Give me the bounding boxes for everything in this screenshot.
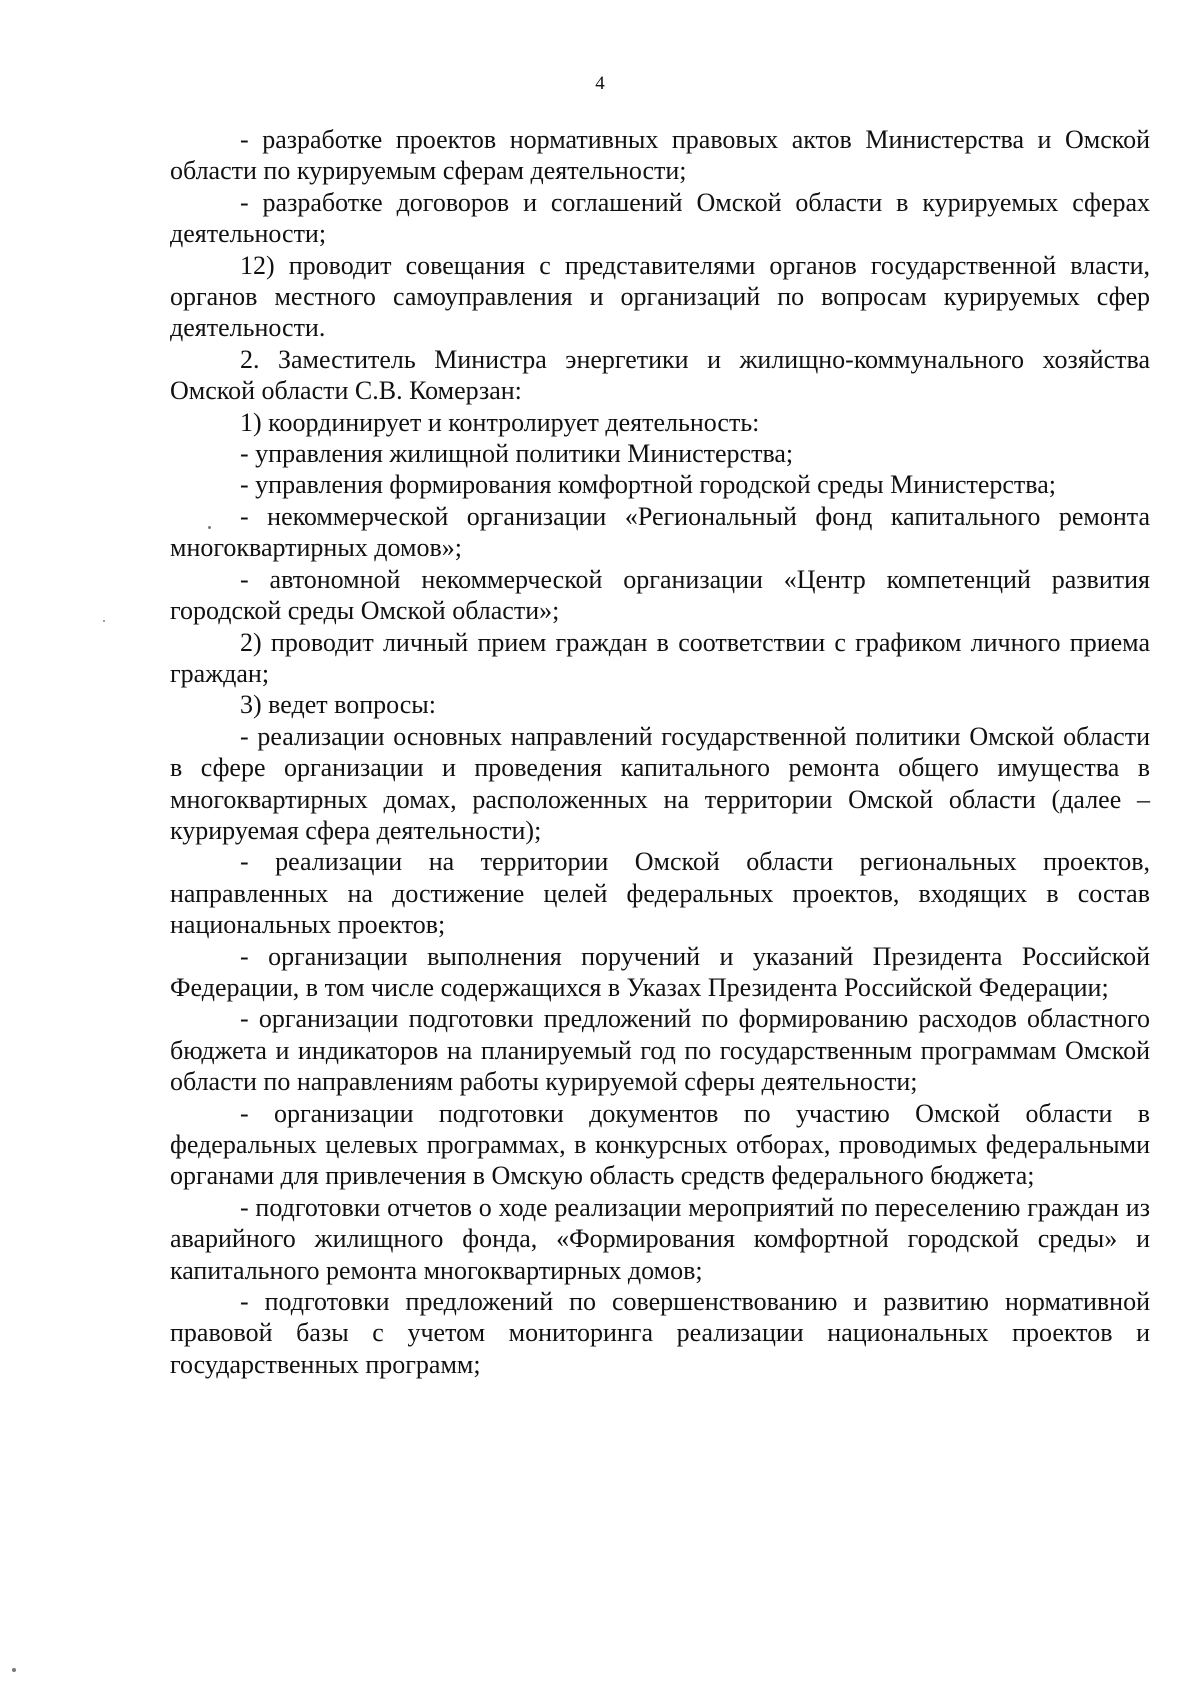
paragraph: 2) проводит личный прием граждан в соответствии с графиком личного приема граждан; [170,627,1150,688]
paragraph: 12) проводит совещания с представителями органов государственной власти, органов местного самоуправления и организаций по вопросам курируемых сфер деятельности. [170,250,1150,343]
paragraph: 1) координирует и контролирует деятельность: [240,407,760,437]
page-number: 4 [595,73,605,94]
paragraph: 2. Заместитель Министра энергетики и жилищно-коммунального хозяйства Омской области С.В. Комерзан: [170,344,1150,406]
scan-speck [103,620,105,622]
paragraph: - разработке проектов нормативных правовых актов Министерства и Омской области по курируемым сферам деятельности; [170,125,1150,186]
paragraph: - организации подготовки документов по участию Омской области в федеральных целевых программах, в конкурсных отборах, проводимых федеральными органами для привлечения в Омскую область средств федерального бюджета; [170,1098,1150,1191]
document-body [170,124,1150,1380]
paragraph: - организации выполнения поручений и указаний Президента Российской Федерации, в том числе содержащихся в Указах Президента Российской Федерации; [170,941,1150,1002]
paragraph: - реализации на территории Омской области региональных проектов, направленных на достижение целей федеральных проектов, входящих в состав национальных проектов; [170,847,1150,940]
paragraph: 3) ведет вопросы: [240,690,437,720]
scan-speck [12,1668,16,1672]
paragraph: - управления формирования комфортной городской среды Министерства; [240,470,1056,500]
paragraph: - управления жилищной политики Министерства; [240,439,794,469]
paragraph: - разработке договоров и соглашений Омской области в курируемых сферах деятельности; [170,187,1150,249]
scan-speck [208,526,211,529]
paragraph: - некоммерческой организации «Региональный фонд капитального ремонта многоквартирных домов»; [170,501,1150,563]
paragraph: - автономной некоммерческой организации «Центр компетенций развития городской среды Омской области»; [170,564,1150,626]
paragraph: - подготовки предложений по совершенствованию и развитию нормативной правовой базы с учетом мониторинга реализации национальных проектов и государственных программ; [170,1287,1150,1379]
paragraph: - подготовки отчетов о ходе реализации мероприятий по переселению граждан из аварийного жилищного фонда, «Формирования комфортной городской среды» и капитального ремонта многоквартирных домов; [170,1192,1150,1285]
paragraph: - реализации основных направлений государственной политики Омской области в сфере организации и проведения капитального ремонта общего имущества в многоквартирных домах, расположенных на территории Омской области (далее – курируемая сфера деятельности); [170,721,1150,845]
paragraph: - организации подготовки предложений по формированию расходов областного бюджета и индикаторов на планируемый год по государственным программам Омской области по направлениям работы курируемой сферы деятельности; [170,1004,1150,1097]
